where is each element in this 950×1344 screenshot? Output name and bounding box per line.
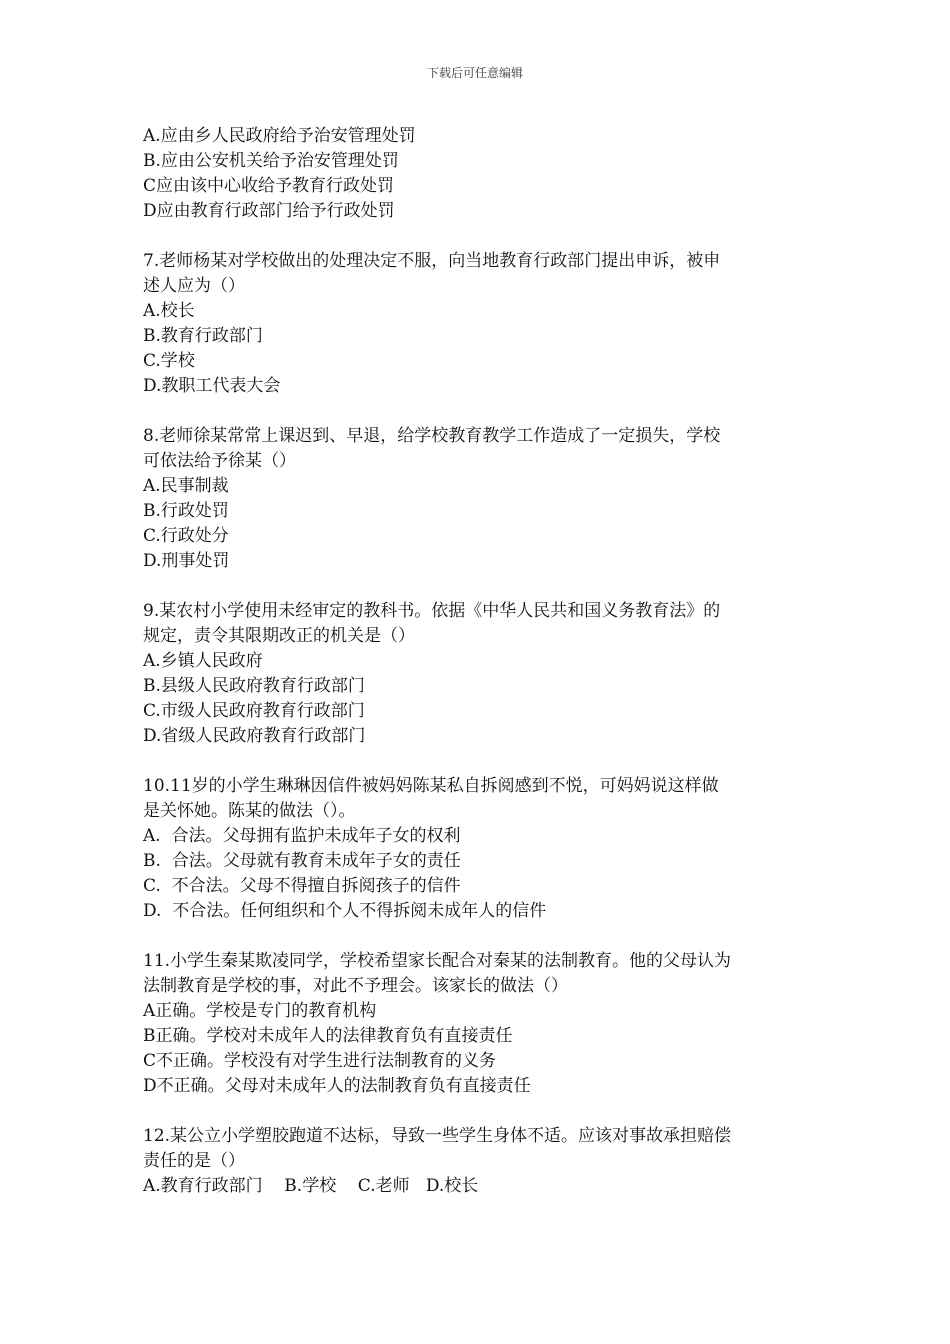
question-text: 规定，责令其限期改正的机关是（）	[143, 626, 415, 646]
question-text: 7.老师杨某对学校做出的处理决定不服，向当地教育行政部门提出申诉，被申	[143, 251, 721, 271]
option-c: C不正确。学校没有对学生进行法制教育的义务	[143, 1051, 497, 1071]
option-c: C应由该中心收给予教育行政处罚	[143, 176, 395, 196]
question-block-7	[143, 249, 813, 399]
option-a: A.应由乡人民政府给予治安管理处罚	[143, 126, 416, 146]
option-a: A正确。学校是专门的教育机构	[143, 1001, 377, 1021]
question-text: 8.老师徐某常常上课迟到、早退，给学校教育教学工作造成了一定损失，学校	[143, 426, 721, 446]
option-b: B.应由公安机关给予治安管理处罚	[143, 151, 399, 171]
option-d: D.省级人民政府教育行政部门	[143, 726, 366, 746]
question-text: 述人应为（）	[143, 276, 245, 296]
question-block-10	[143, 774, 813, 924]
question-block-11	[143, 949, 813, 1099]
option-d: D.教职工代表大会	[143, 376, 281, 396]
option-d: D应由教育行政部门给予行政处罚	[143, 201, 395, 221]
option-b: B. 合法。父母就有教育未成年子女的责任	[143, 851, 461, 871]
option-d: D. 不合法。任何组织和个人不得拆阅未成年人的信件	[143, 901, 547, 921]
question-text: 可依法给予徐某（）	[143, 451, 296, 471]
question-text: 责任的是（）	[143, 1151, 245, 1171]
question-text: 11.小学生秦某欺凌同学，学校希望家长配合对秦某的法制教育。他的父母认为	[143, 951, 732, 971]
option-a: A.乡镇人民政府	[143, 651, 263, 671]
document-body	[143, 124, 813, 1224]
question-text: 9.某农村小学使用未经审定的教科书。依据《中华人民共和国义务教育法》的	[143, 601, 721, 621]
option-c: C.市级人民政府教育行政部门	[143, 701, 365, 721]
options-inline: A.教育行政部门 B.学校 C.老师 D.校长	[143, 1176, 479, 1196]
question-text: 法制教育是学校的事，对此不予理会。该家长的做法（）	[143, 976, 568, 996]
question-block-6-continued	[143, 124, 813, 224]
option-a: A.民事制裁	[143, 476, 229, 496]
option-d: D.刑事处罚	[143, 551, 230, 571]
option-c: C.学校	[143, 351, 195, 371]
option-b: B.县级人民政府教育行政部门	[143, 676, 365, 696]
question-text: 12.某公立小学塑胶跑道不达标，导致一些学生身体不适。应该对事故承担赔偿	[143, 1126, 732, 1146]
page-header: 下载后可任意编辑	[426, 66, 523, 80]
option-a: A.校长	[143, 301, 195, 321]
option-d: D不正确。父母对未成年人的法制教育负有直接责任	[143, 1076, 531, 1096]
question-text: 是关怀她。陈某的做法（）。	[143, 801, 356, 821]
option-b: B.行政处罚	[143, 501, 229, 521]
option-a: A. 合法。父母拥有监护未成年子女的权利	[143, 826, 461, 846]
question-block-9	[143, 599, 813, 749]
option-c: C.行政处分	[143, 526, 229, 546]
option-b: B正确。学校对未成年人的法律教育负有直接责任	[143, 1026, 513, 1046]
question-block-8	[143, 424, 813, 574]
option-b: B.教育行政部门	[143, 326, 263, 346]
option-c: C. 不合法。父母不得擅自拆阅孩子的信件	[143, 876, 461, 896]
question-block-12	[143, 1124, 813, 1199]
question-text: 10.11岁的小学生琳琳因信件被妈妈陈某私自拆阅感到不悦，可妈妈说这样做	[143, 776, 719, 796]
